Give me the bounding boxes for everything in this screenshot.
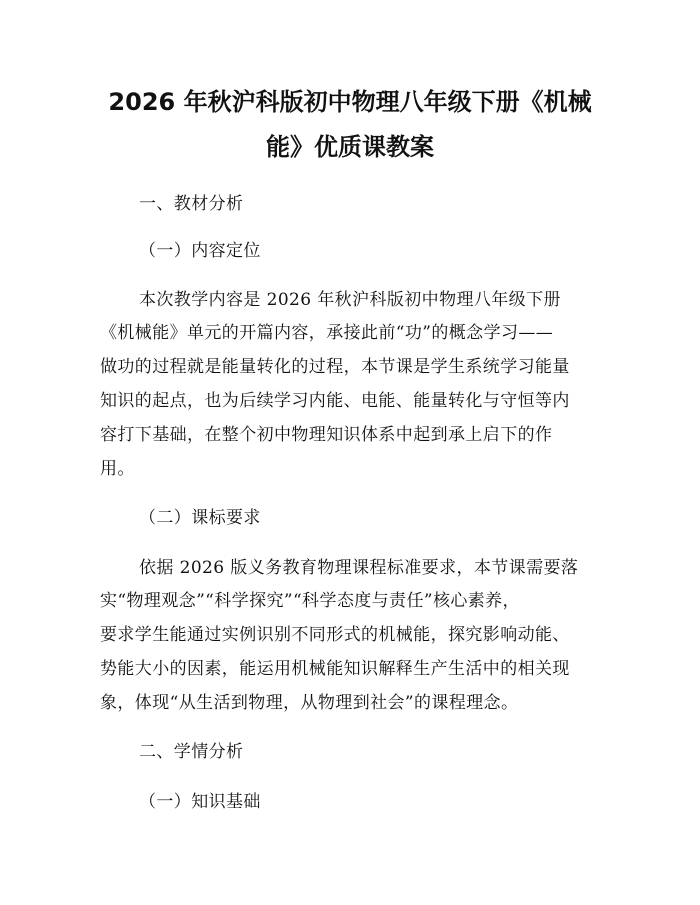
paragraph-line: 要求学生能通过实例识别不同形式的机械能，探究影响动能、 [100, 625, 570, 645]
section-heading-textbook-analysis: 一、教材分析 [139, 194, 244, 214]
section-heading-student-analysis: 二、学情分析 [139, 742, 244, 762]
subsection-heading-curriculum-requirements: （二）课标要求 [139, 508, 261, 528]
document-title-line-1: 2026 年秋沪科版初中物理八年级下册《机械 [108, 88, 592, 116]
subsection-heading-knowledge-foundation: （一）知识基础 [139, 792, 261, 812]
paragraph-line: 本次教学内容是 2026 年秋沪科版初中物理八年级下册 [139, 290, 561, 310]
document-title-line-2: 能》优质课教案 [266, 133, 434, 161]
paragraph-line: 依据 2026 版义务教育物理课程标准要求，本节课需要落 [139, 558, 579, 578]
paragraph-line: 象，体现“从生活到物理，从物理到社会”的课程理念。 [100, 693, 519, 713]
paragraph-line: 势能大小的因素，能运用机械能知识解释生产生活中的相关现 [100, 659, 570, 679]
paragraph-line: 做功的过程就是能量转化的过程，本节课是学生系统学习能量 [100, 357, 570, 377]
paragraph-line: 《机械能》单元的开篇内容，承接此前“功”的概念学习—— [100, 323, 554, 343]
paragraph-line: 知识的起点，也为后续学习内能、电能、能量转化与守恒等内 [100, 391, 570, 411]
paragraph-line: 用。 [100, 459, 135, 479]
paragraph-line: 容打下基础，在整个初中物理知识体系中起到承上启下的作 [100, 425, 553, 445]
paragraph-line: 实“物理观念”“科学探究”“科学态度与责任”核心素养， [100, 591, 520, 611]
subsection-heading-content-positioning: （一）内容定位 [139, 241, 261, 261]
